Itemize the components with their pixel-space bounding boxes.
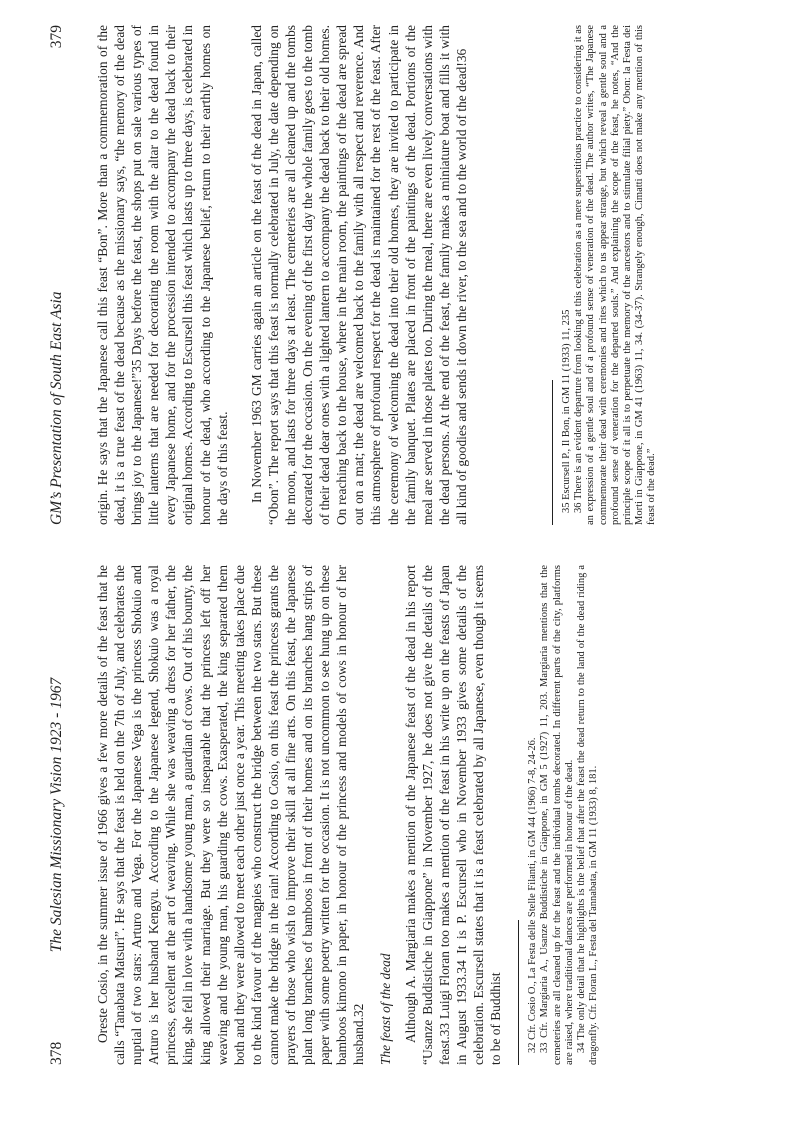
footnote: 36 There is an evident departure from looking at this celebration as a mere superstitious practice to considering it as an expression of a gentle soul and of a profound sense of veneration of the dead. The author writes, “The Japanese commemorate their dead with ceremonies and rites which to us appear strange, but which reveal a gentle soul and a profound sense of veneration for the departed souls.” And explaining the scope of the feast, he notes, “And the principle scope of it all is to perpetuate the memory of the ancestors and to stimulate filial piety.” Obon: la Festa dei Morti in Giappone, in GM 41 (1963) 11, 34. (34-37). Strangely enough, Cimatti does not make any mention of this feast of the dead.” <box>573 25 658 525</box>
page-number: 378 <box>48 1041 65 1065</box>
body-paragraph: Although A. Margiaria makes a mention of the Japanese feast of the dead in his report “Usanze Buddistiche in Giappone” in November 1927, he does not give the details of the feast.33 Luigi Floran too makes a mention of the feast in his write up on the feasts of Japan in August 1933.34 It is P. Escursell who in November 1933 gives some details of the celebration. Escursell states that it is a feast celebrated by all Japanese, even though it seems to be of Buddhist <box>402 565 504 1065</box>
body-paragraph: Oreste Cosio, in the summer issue of 1966 gives a few more details of the feast that he calls “Tanabata Matsuri”. He says that the feast is held on the 7th of July, and celebrates the nuptial of two stars: Arturo and Vega. For the Japanese Vega is the princess Shokuio and Arturo is her husband Kengyu. According to the Japanese legend, Shokuio was a royal princess, excellent at the art of weaving. While she was weaving a dress for her father, the king, she fell in love with a handsome young man, a guardian of cows. Out of his bounty, the king allowed their marriage. But they were so inseparable that the princess left off her weaving and the young man, his guarding the cows. Exasperated, the king separated them both and they were allowed to meet each other just once a year. This meeting takes place due to the kind favour of the magpies who construct the bridge between the two stars. But these cannot make the bridge in the rain! According to Cosio, on this feast the princess grants the prayers of those who wish to improve their skill at all fine arts. On this feast, the Japanese plant long branches of bamboos in front of their homes and on its branches hang strips of paper with some poetry written for the occasion. It is not uncommon to see hung up on these bamboos kimono in paper, in honour of the princess and models of cows in honour of her husband.32 <box>95 565 367 1065</box>
body-paragraph: origin. He says that the Japanese call this feast “Bon”. More than a commemoration of the dead, it is a true feast of the dead because as the missionary says, “the memory of the dead brings joy to the Japanese!”35 Days before the feast, the shops put on sale various types of little lanterns that are needed for decorating the room with the altar to the dead found in every Japanese home, and for the procession intended to accompany the dead back to their original homes. According to Escursell this feast which lasts up to three days, is celebrated in honour of the dead, who according to the Japanese belief, return to their earthly homes on the days of this feast. <box>95 25 230 525</box>
left-page-body <box>94 565 504 1065</box>
page-number: 379 <box>48 25 65 49</box>
footnote-divider <box>552 380 553 525</box>
footnote: 32 Cfr. Cosio O., La Festa delle Stelle Filanti, in GM 44 (1966) 7-8, 24-26. <box>527 737 539 1053</box>
right-page-header <box>48 25 72 525</box>
body-paragraph: In November 1963 GM carries again an article on the feast of the dead in Japan, called “Obon”. The report says that this feast is normally celebrated in July, the date depending on the moon, and lasts for three days at least. The cemeteries are all cleaned up and the tombs decorated for the occasion. On the evening of the first day the whole family goes to the tomb of their dead dear ones with a lighted lantern to accompany the dead back to their old homes. On reaching back to the house, where in the main room, the paintings of the dead are spread out on a mat; the dead are welcomed back to the family with all respect and reverence. And this atmosphere of profound respect for the dead is maintained for the rest of the feast. After the ceremony of welcoming the dead into their old homes, they are invited to participate in the family banquet. Plates are placed in front of the paintings of the dead. Portions of the meal are served in those plates too. During the meal, there are even lively conversations with the dead persons. At the end of the feast, the family makes a miniature boat and fills it with all kind of goodies and sends it down the river, to the sea and to the world of the dead!36 <box>248 25 469 525</box>
footnote: 35 Escursell P., Il Bon, in GM 11 (1933) 11, 235 <box>560 309 572 513</box>
running-head: The Salesian Missionary Vision 1923 - 1967 <box>48 677 65 953</box>
footnote: 33 Cfr. Margiaria A., Usanze Buddistiche in Giappone, in GM 5 (1927) 11, 203. Margiaria mentions that the cemeteries are all cleaned up for the feast and the individual tombs decorated. In different parts of the city, platforms are raised, where traditional dances are performed in honour of the dead. <box>539 565 575 1065</box>
running-head: GM’s Presentation of South East Asia <box>48 291 65 525</box>
footnote-divider <box>518 920 519 1065</box>
left-page-header <box>48 565 72 1065</box>
left-page <box>48 565 768 1065</box>
right-page-body <box>94 25 470 525</box>
right-page <box>48 25 768 525</box>
section-heading: The feast of the dead <box>377 953 393 1065</box>
footnotes <box>552 25 659 525</box>
footnotes <box>527 565 600 1065</box>
footnote: 34 The only detail that he highlights is the belief that after the feast the dead return to the land of the dead riding a dragonfly. Cfr. Floran L., Festa del Tannabata, in GM 11 (1933) 8, 181. <box>575 565 600 1065</box>
